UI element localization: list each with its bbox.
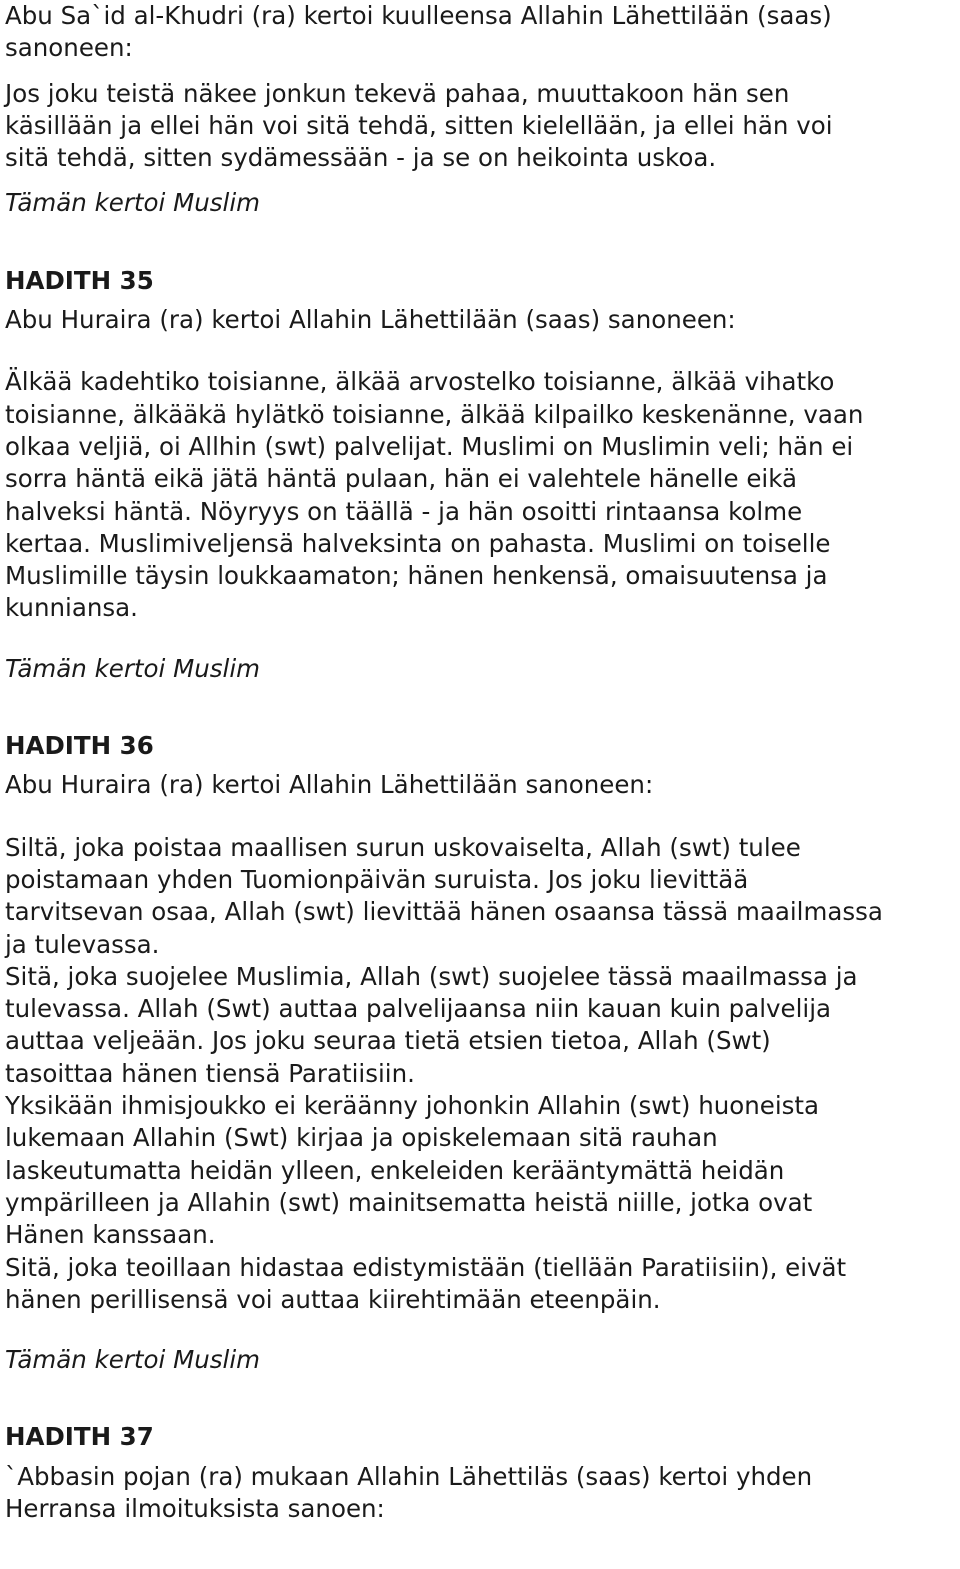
hadith-35-text-line: kunniansa.	[5, 593, 138, 623]
hadith-36-text-line: Sitä, joka teoillaan hidastaa edistymistään (tiellään Paratiisiin), eivät	[5, 1252, 847, 1282]
hadith-35-text-line: kertaa. Muslimiveljensä halveksinta on pahasta. Muslimi on toiselle	[5, 528, 831, 558]
document-page	[5, 0, 960, 1525]
hadith-36-text-line: Siltä, joka poistaa maallisen surun uskovaiselta, Allah (swt) tulee	[5, 832, 801, 862]
hadith-36-text-line: tarvitsevan osaa, Allah (swt) lievittää hänen osaansa tässä maailmassa	[5, 897, 883, 927]
intro-section	[5, 0, 960, 220]
hadith-35-text-line: Muslimille täysin loukkaamaton; hänen henkensä, omaisuutensa ja	[5, 561, 828, 591]
hadith-35-heading: HADITH 35	[5, 265, 154, 295]
hadith-35-narrator: Tämän kertoi Muslim	[5, 653, 261, 683]
hadith-36-text-line: tulevassa. Allah (Swt) auttaa palvelijaansa niin kauan kuin palvelija	[5, 994, 832, 1024]
hadith-37-attribution-line: Herransa ilmoituksista sanoen:	[5, 1493, 385, 1523]
hadith-36-text-line: laskeutumatta heidän ylleen, enkeleiden kerääntymättä heidän	[5, 1155, 785, 1185]
hadith-35-text-line: Älkää kadehtiko toisianne, älkää arvostelko toisianne, älkää vihatko	[5, 367, 835, 397]
hadith-35-attribution: Abu Huraira (ra) kertoi Allahin Lähettilään (saas) sanoneen:	[5, 305, 736, 335]
hadith-35-text-line: sorra häntä eikä jätä häntä pulaan, hän ei valehtele hänelle eikä	[5, 464, 797, 494]
hadith-37-heading: HADITH 37	[5, 1422, 154, 1452]
hadith-36-text-line: ympärilleen ja Allahin (swt) mainitsematta heistä niille, jotka ovat	[5, 1187, 813, 1217]
hadith-36-text-line: auttaa veljeään. Jos joku seuraa tietä etsien tietoa, Allah (Swt)	[5, 1026, 771, 1056]
hadith-36-text-line: Hänen kanssaan.	[5, 1220, 216, 1250]
hadith-37-section	[5, 1421, 960, 1525]
hadith-36-text-line: Sitä, joka suojelee Muslimia, Allah (swt) suojelee tässä maailmassa ja	[5, 961, 858, 991]
hadith-36-text-line: Yksikään ihmisjoukko ei keräänny johonkin Allahin (swt) huoneista	[5, 1091, 820, 1121]
hadith-36-narrator: Tämän kertoi Muslim	[5, 1345, 261, 1375]
intro-narrator: Tämän kertoi Muslim	[5, 188, 261, 218]
hadith-36-section	[5, 730, 960, 1376]
hadith-35-section	[5, 265, 960, 685]
hadith-36-attribution: Abu Huraira (ra) kertoi Allahin Lähettilään sanoneen:	[5, 770, 654, 800]
hadith-36-heading: HADITH 36	[5, 731, 154, 761]
intro-text-line: käsillään ja ellei hän voi sitä tehdä, sitten kielellään, ja ellei hän voi	[5, 110, 833, 140]
hadith-35-text-line: olkaa veljiä, oi Allhin (swt) palvelijat. Muslimi on Muslimin veli; hän ei	[5, 431, 854, 461]
hadith-36-text-line: hänen perillisensä voi auttaa kiirehtimään eteenpäin.	[5, 1284, 661, 1314]
hadith-36-text-line: ja tulevassa.	[5, 929, 160, 959]
hadith-36-text-line: lukemaan Allahin (Swt) kirjaa ja opiskelemaan sitä rauhan	[5, 1123, 718, 1153]
intro-text-line: sitä tehdä, sitten sydämessään - ja se on heikointa uskoa.	[5, 143, 717, 173]
hadith-35-text-line: toisianne, älkääkä hylätkö toisianne, älkää kilpailko keskenänne, vaan	[5, 399, 864, 429]
hadith-35-text-line: halveksi häntä. Nöyryys on täällä - ja hän osoitti rintaansa kolme	[5, 496, 803, 526]
intro-attribution-line: Abu Sa`id al-Khudri (ra) kertoi kuulleensa Allahin Lähettilään (saas)	[5, 1, 832, 30]
hadith-36-text-line: tasoittaa hänen tiensä Paratiisiin.	[5, 1058, 415, 1088]
hadith-37-attribution-line: `Abbasin pojan (ra) mukaan Allahin Lähettiläs (saas) kertoi yhden	[5, 1461, 813, 1491]
intro-attribution-line: sanoneen:	[5, 33, 133, 63]
hadith-36-text-line: poistamaan yhden Tuomionpäivän suruista. Jos joku lievittää	[5, 864, 749, 894]
intro-text-line: Jos joku teistä näkee jonkun tekevä pahaa, muuttakoon hän sen	[5, 78, 790, 108]
